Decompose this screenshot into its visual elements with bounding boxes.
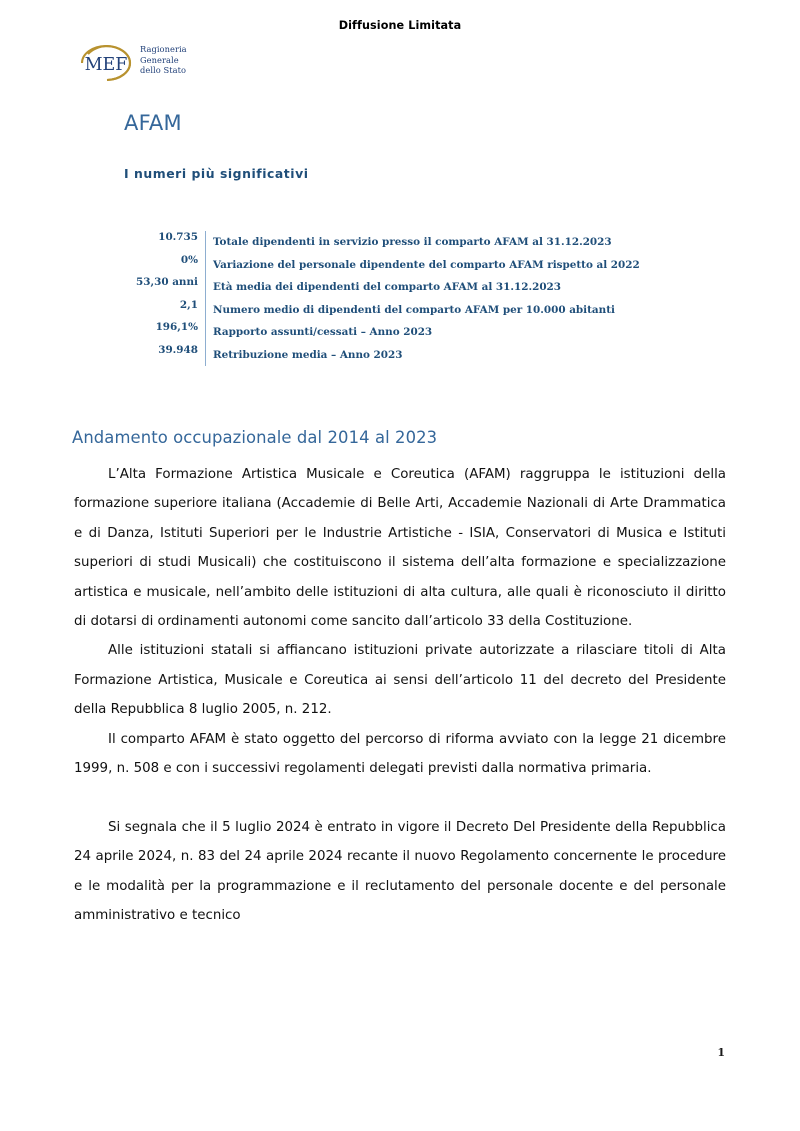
svg-text:MEF: MEF bbox=[84, 55, 128, 75]
mef-logo bbox=[78, 41, 258, 89]
section-heading: Andamento occupazionale dal 2014 al 2023 bbox=[72, 428, 438, 447]
logo-line-2: Generale bbox=[140, 54, 179, 65]
logo-line-3: dello Stato bbox=[140, 65, 187, 76]
logo-line-1: Ragioneria bbox=[140, 44, 187, 54]
table-row bbox=[112, 344, 692, 367]
mef-logo-icon bbox=[78, 43, 136, 83]
paragraph: Il comparto AFAM è stato oggetto del percorso di riforma avviato con la legge 21 dicembre 1999, n. 508 e con i successivi regolamenti delegati previsti dalla normativa primaria. bbox=[74, 731, 726, 777]
table-row bbox=[112, 321, 692, 344]
classification-header: Diffusione Limitata bbox=[338, 19, 462, 32]
body-content bbox=[74, 460, 726, 930]
mef-logo-text bbox=[140, 44, 187, 76]
figure-value: 39.948 bbox=[158, 343, 198, 356]
table-row bbox=[112, 276, 692, 299]
figure-value: 53,30 anni bbox=[136, 276, 198, 288]
table-row bbox=[112, 299, 692, 322]
paragraph: Alle istituzioni statali si affiancano istituzioni private autorizzate a rilasciare titoli di Alta Formazione Artistica, Musicale e Coreutica ai sensi dell’articolo 11 del decreto del Presidente della Repubblica 8 luglio 2005, n. 212. bbox=[74, 643, 726, 718]
figure-label: Variazione del personale dipendente del comparto AFAM rispetto al 2022 bbox=[205, 254, 692, 277]
paragraph: L’Alta Formazione Artistica Musicale e Coreutica (AFAM) raggruppa le istituzioni della formazione superiore italiana (Accademie di Belle Arti, Accademie Nazionali di Arte Drammatica e di Danza, Istituti Superiori per le Industrie Artistiche - ISIA, Conservatori di Musica e Istituti superiori di studi Musicali) che costituiscono il sistema dell’alta formazione e specializzazione artistica e musicale, nell’ambito delle istituzioni di alta cultura, alle quali è riconosciuto il diritto di dotarsi di ordinamenti autonomi come sancito dall’articolo 33 della Costituzione. bbox=[74, 467, 726, 630]
table-row bbox=[112, 254, 692, 277]
figure-label: Numero medio di dipendenti del comparto AFAM per 10.000 abitanti bbox=[205, 299, 692, 322]
figure-label: Rapporto assunti/cessati – Anno 2023 bbox=[205, 321, 692, 344]
paragraph: Si segnala che il 5 luglio 2024 è entrato in vigore il Decreto Del Presidente della Repubblica 24 aprile 2024, n. 83 del 24 aprile 2024 recante il nuovo Regolamento concernente le procedure e le modalità per la programmazione e il reclutamento del personale docente e del personale amministrativo e tecnico bbox=[74, 819, 726, 924]
page-subtitle: I numeri più significativi bbox=[124, 166, 309, 181]
page-title: AFAM bbox=[124, 111, 182, 135]
figure-value: 196,1% bbox=[155, 321, 198, 333]
key-figures-table bbox=[112, 231, 692, 366]
figure-value: 10.735 bbox=[158, 231, 198, 243]
figure-label: Totale dipendenti in servizio presso il comparto AFAM al 31.12.2023 bbox=[205, 231, 692, 254]
page-number: 1 bbox=[717, 1046, 725, 1059]
table-row bbox=[112, 231, 692, 254]
figure-value: 2,1 bbox=[179, 298, 198, 311]
figure-label: Retribuzione media – Anno 2023 bbox=[205, 344, 692, 367]
figure-label: Età media dei dipendenti del comparto AFAM al 31.12.2023 bbox=[205, 276, 692, 299]
figure-value: 0% bbox=[180, 253, 198, 266]
